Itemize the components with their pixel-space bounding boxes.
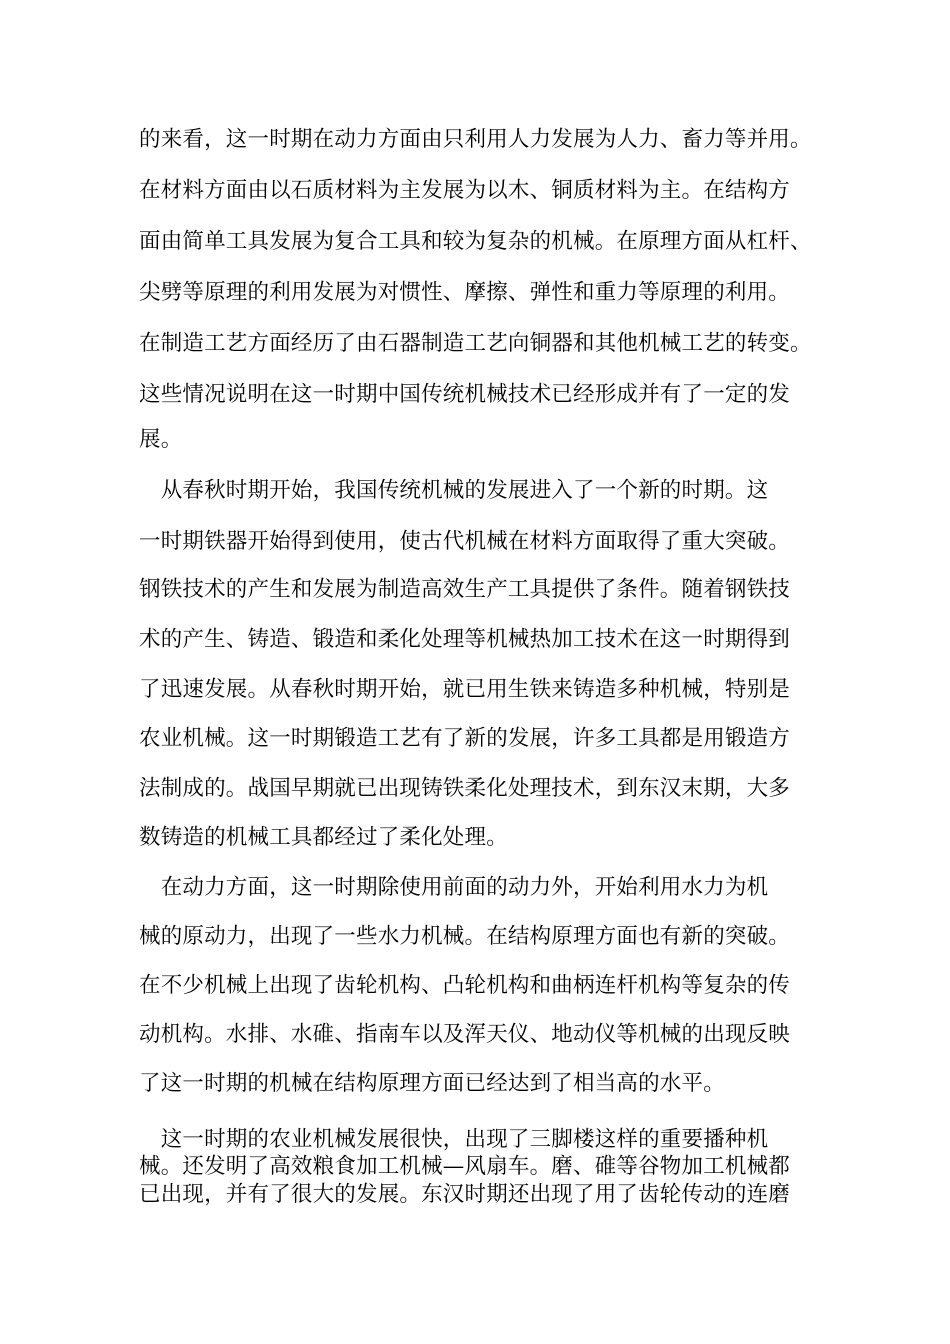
text-line: 这些情况说明在这一时期中国传统机械技术已经形成并有了一定的发 bbox=[139, 382, 791, 407]
text-line: 术的产生、铸造、锻造和柔化处理等机械热加工技术在这一时期得到 bbox=[139, 627, 791, 652]
text-line: 在动力方面，这一时期除使用前面的动力外，开始利用水力为机 bbox=[139, 875, 769, 900]
text-line: 农业机械。这一时期锻造工艺有了新的发展，许多工具都是用锻造方 bbox=[139, 726, 791, 751]
text-line: 尖劈等原理的利用发展为对惯性、摩擦、弹性和重力等原理的利用。 bbox=[139, 280, 791, 305]
text-line: 在不少机械上出现了齿轮机构、凸轮机构和曲柄连杆机构等复杂的传 bbox=[139, 973, 791, 998]
text-line: 械。还发明了高效粮食加工机械—风扇车。磨、碓等谷物加工机械都 bbox=[139, 1154, 791, 1179]
text-line: 这一时期的农业机械发展很快，出现了三脚楼这样的重要播种机 bbox=[139, 1127, 769, 1152]
text-line: 在制造工艺方面经历了由石器制造工艺向铜器和其他机械工艺的转变。 bbox=[139, 331, 812, 356]
text-line: 动机构。水排、水碓、指南车以及浑天仪、地动仪等机械的出现反映 bbox=[139, 1022, 791, 1047]
text-line: 在材料方面由以石质材料为主发展为以木、铜质材料为主。在结构方 bbox=[139, 178, 791, 203]
text-line: 械的原动力，出现了一些水力机械。在结构原理方面也有新的突破。 bbox=[139, 924, 791, 949]
text-line: 钢铁技术的产生和发展为制造高效生产工具提供了条件。随着钢铁技 bbox=[139, 577, 791, 602]
text-line: 的来看，这一时期在动力方面由只利用人力发展为人力、畜力等并用。 bbox=[139, 127, 812, 152]
text-line: 法制成的。战国早期就已出现铸铁柔化处理技术，到东汉末期，大多 bbox=[139, 776, 791, 801]
text-line: 已出现，并有了很大的发展。东汉时期还出现了用了齿轮传动的连磨 bbox=[139, 1182, 791, 1207]
text-line: 一时期铁器开始得到使用，使古代机械在材料方面取得了重大突破。 bbox=[139, 529, 791, 554]
text-line: 了迅速发展。从春秋时期开始，就已用生铁来铸造多种机械，特别是 bbox=[139, 677, 791, 702]
text-line: 面由简单工具发展为复合工具和较为复杂的机械。在原理方面从杠杆、 bbox=[139, 229, 812, 254]
text-line: 数铸造的机械工具都经过了柔化处理。 bbox=[139, 825, 508, 850]
text-line: 展。 bbox=[139, 427, 183, 452]
text-line: 从春秋时期开始，我国传统机械的发展进入了一个新的时期。这 bbox=[139, 478, 769, 503]
text-line: 了这一时期的机械在结构原理方面已经达到了相当高的水平。 bbox=[139, 1071, 725, 1096]
